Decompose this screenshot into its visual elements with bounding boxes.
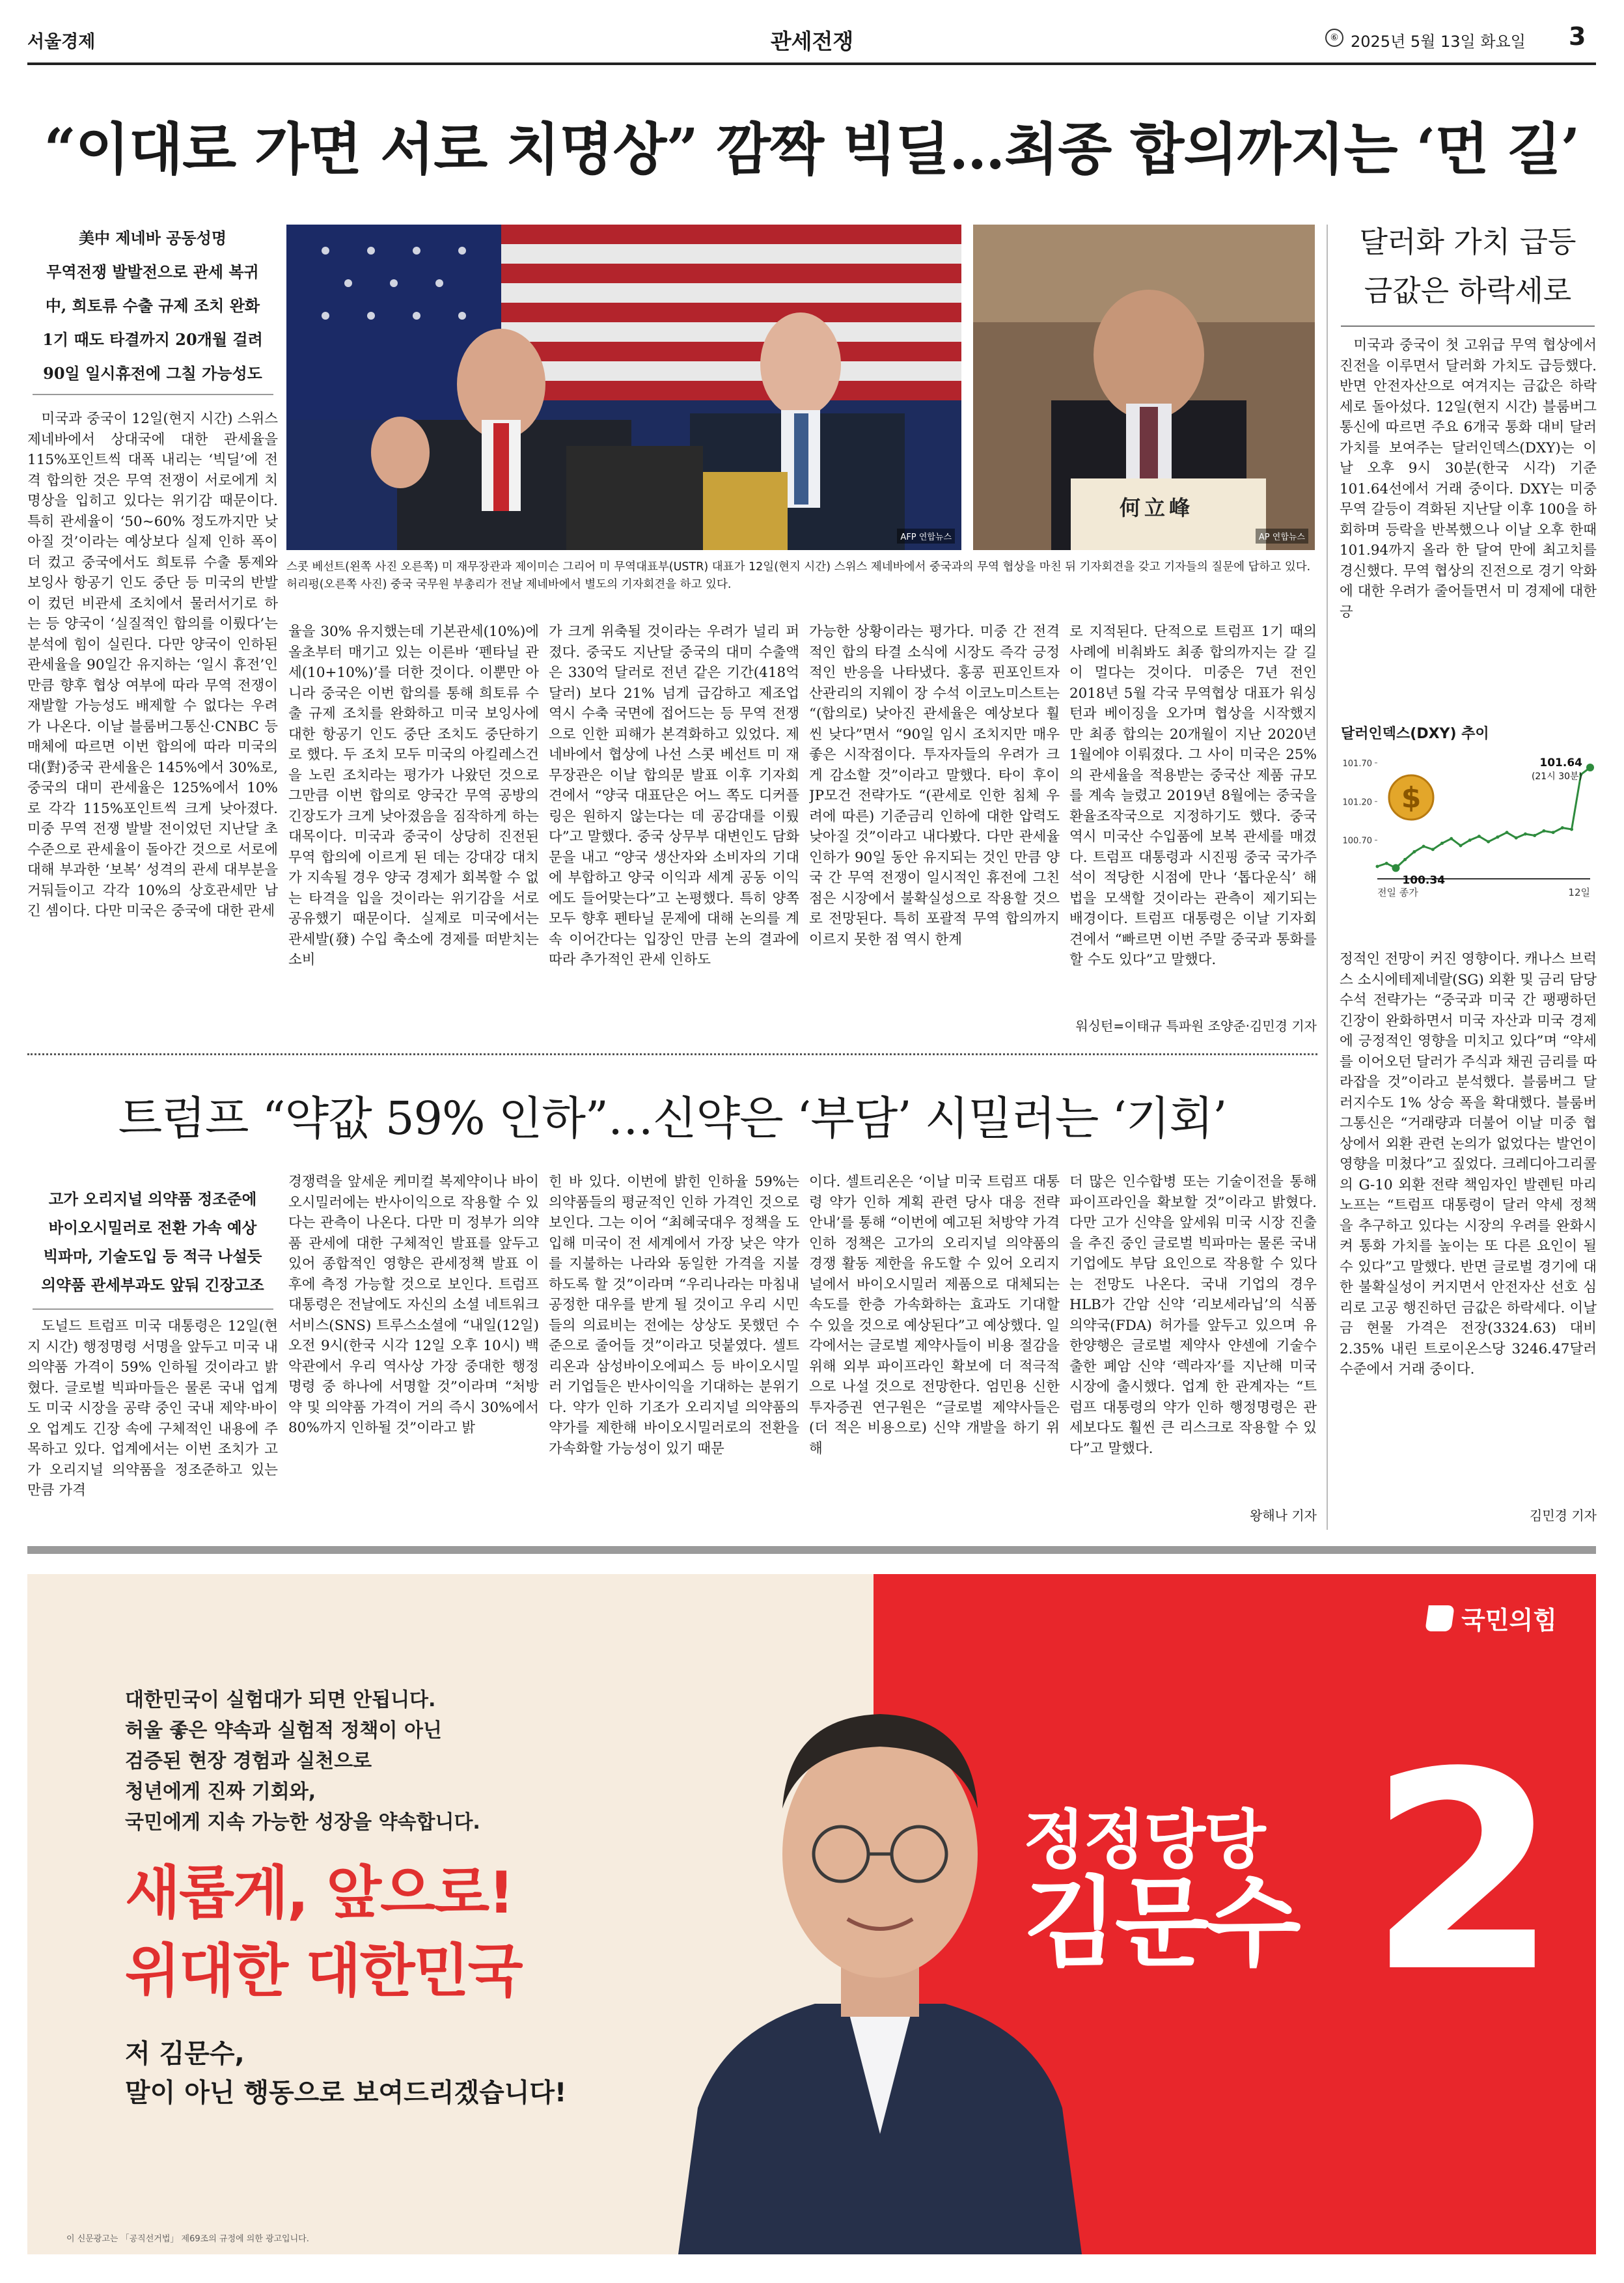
party-name: 국민의힘 bbox=[1461, 1606, 1557, 1635]
side-byline: 김민경 기자 bbox=[1530, 1508, 1597, 1523]
chart-point bbox=[1468, 838, 1472, 842]
chart-last-marker bbox=[1586, 764, 1594, 771]
main-column-2-text: 율을 30% 유지했는데 기본관세(10%)에 올초부터 매기고 있는 이른바 ‘펜타닐 관세(10+10%)’를 더한 것이다. 이뿐만 아니라 중국은 이번 합의를 통해 희토류 수출 규제 조치를 완화하고 미국 보잉사에 대한 항공기 인도 중단 조치도 중단하기로 했다. 두 조치 모두 미국의 아킬레스건을 노린 조치라는 평가가 나왔던 것으로 그만큼 이번 합의로 양국간 무역 공방의 긴장도가 크게 낮아졌음을 짐작하게 하는 대목이다. 미국과 중국이 상당히 진전된 무역 합의에 이르게 된 데는 강대강 대치가 지속될 경우 양국 경제가 회복할 수 없는 타격을 입을 것이라는 위기감을 서로 공유했기 때문이다. 실제로 미국에서는 관세발(發) 수입 축소에 경제를 떠받치는 소비 bbox=[288, 624, 539, 968]
side-body-top-text: 미국과 중국이 첫 고위급 무역 협상에서 진전을 이루면서 달러화 가치도 급등했다. 반면 안전자산으로 여겨지는 금값은 하락세로 돌아섰다. 12일(현지 시간) 블룸버그통신에 따르면 주요 6개국 통화 대비 달러 가치를 보여주는 달러인덱스(DXY)는 이날 오후 9시 30분(한국 시각) 기준 101.64선에서 거래 중이다. DXY는 미중 무역 갈등이 격화된 지난달 이후 100을 하회하며 등락을 반복했으나 이날 오후 한때 101.94까지 올라 한 달여 만에 최고치를 경신했다. 무역 협상의 진전으로 경기 악화에 대한 우려가 줄어들면서 미 경제에 대한 긍 bbox=[1340, 337, 1597, 620]
main-subhead-2: 中, 희토류 수출 규제 조치 완화 bbox=[45, 296, 260, 315]
masthead-rule bbox=[27, 62, 1596, 65]
chart-point bbox=[1450, 837, 1453, 840]
chart-point bbox=[1561, 826, 1564, 829]
second-column-5-text: 더 많은 인수합병 또는 기술이전을 통해 파이프라인을 확보할 것”이라고 밝혔다. 다만 고가 신약을 앞세워 미국 시장 진출을 추진 중인 글로벌 빅파마는 물론 국내 기업에도 부담 요인으로 작용할 수 있다는 전망도 나온다. 국내 기업의 경우 HLB가 간암 신약 ‘리보세라닙’의 식품의약국(FDA) 허가를 앞두고 있으며 유한양행은 글로벌 제약사 얀센에 기술수출한 폐암 신약 ‘렉라자’를 지난해 미국 시장에 출시했다. 업계 한 관계자는 “트럼프 대통령의 약가 인하 행정명령은 관세보다도 훨씬 큰 리스크로 작용할 수 있다”고 말했다. bbox=[1069, 1174, 1317, 1457]
second-byline: 왕해나 기자 bbox=[1250, 1508, 1317, 1523]
second-subhead-4: 의약품 관세부과도 앞둬 긴장고조 bbox=[41, 1276, 264, 1294]
photo-credit-right: AP 연합뉴스 bbox=[1256, 529, 1308, 544]
second-subhead-2: 바이오시밀러로 전환 가속 예상 bbox=[48, 1219, 257, 1237]
second-headline: 트럼프 “약값 59% 인하”…신약은 ‘부담’ 시밀러는 ‘기회’ bbox=[118, 1092, 1227, 1145]
chart-last-label: 101.64 bbox=[1539, 756, 1582, 769]
side-headline-1: 달러화 가치 급등 bbox=[1359, 225, 1576, 259]
chart-point bbox=[1533, 834, 1536, 837]
chart-point bbox=[1431, 848, 1435, 851]
second-column-1-text: 도널드 트럼프 미국 대통령은 12일(현지 시간) 행정명령 서명을 앞두고 미국 내 의약품 가격이 59% 인하될 것이라고 밝혔다. 글로벌 빅파마들은 물론 국내 업계도 미국 시장을 공략 중인 국내 제약·바이오 업계도 긴장 속에 구체적인 내용에 주목하고 있다. 업계에서는 이번 조치가 고가 오리지널 의약품을 정조준하고 있는 만큼 가격 bbox=[27, 1318, 278, 1499]
chart-point bbox=[1385, 862, 1388, 865]
nameplate: 何立峰 bbox=[1120, 495, 1194, 520]
story-separator bbox=[27, 1053, 1317, 1055]
chart-point bbox=[1412, 850, 1416, 853]
press-photo-he-lifeng bbox=[973, 225, 1315, 550]
masthead-date: 2025년 5월 13일 화요일 bbox=[1351, 33, 1526, 51]
candidate-name: 김문수 bbox=[1023, 1867, 1299, 1980]
second-subhead-3: 빅파마, 기술도입 등 적극 나설듯 bbox=[43, 1247, 262, 1266]
dxy-chart-title: 달러인덱스(DXY) 추이 bbox=[1341, 726, 1489, 742]
main-headline: “이대로 가면 서로 치명상” 깜짝 빅딜…최종 합의까지는 ‘먼 길’ bbox=[44, 117, 1580, 182]
press-photo-bessent-greer bbox=[286, 225, 961, 550]
second-subhead-divider bbox=[33, 1308, 273, 1310]
chart-point bbox=[1422, 845, 1425, 848]
main-column-4-text: 가능한 상황이라는 평가다. 미중 간 전격적인 합의 타결 소식에 시장도 즉각 긍정적인 반응을 나타냈다. 홍콩 핀포인트자산관리의 지웨이 장 수석 이코노미스트는 “(합의로) 낮아진 관세율은 예상보다 훨씬 낮다”면서 “90일 임시 조치지만 매우 좋은 시작점이다. 투자자들의 우려가 크게 감소할 것”이라고 말했다. 타이 후이 JP모건 전략가도 “(관세로 인한 침체 우려에 따른) 기준금리 인하에 대한 압력도 낮아질 것”이라고 내다봤다. 다만 관세율 인하가 90일 동안 유지되는 것인 만큼 양국 간 무역 전쟁이 일시적인 휴전에 그친 점은 시장에서 불확실성으로 작용할 것으로 전망된다. 특히 포괄적 무역 합의까지 이르지 못한 점 역시 한계 bbox=[809, 624, 1060, 948]
chart-point bbox=[1506, 831, 1509, 834]
campaign-advertisement bbox=[27, 1574, 1596, 2254]
party-logo bbox=[1427, 1600, 1557, 1636]
dollar-sign-icon: $ bbox=[1401, 781, 1422, 814]
main-column-5-text: 로 지적된다. 단적으로 트럼프 1기 때의 사례에 비춰봐도 최종 합의까지는 갈 길이 멀다는 것이다. 미중은 7년 전인 2018년 5월 각국 무역협상 대표가 워싱턴과 베이징을 오가며 협상을 시작했지만 최종 합의는 20개월이 지난 2020년 1월에야 이뤄졌다. 그 사이 미국은 25%의 관세율을 적용받는 중국산 제품 규모를 계속 늘렸고 2019년 8월에는 중국을 환율조작국으로 지정하기도 했다. 중국 역시 미국산 수입품에 보복 관세를 매겼다. 트럼프 대통령과 시진핑 중국 국가주석이 적당한 시점에 만나 ‘톱다운식’ 해법을 모색할 것이라는 관측이 제기되는 배경이다. 트럼프 대통령은 이날 기자회견에서 “빠르면 이번 주말 중국과 통화를 할 수도 있다”고 말했다. bbox=[1069, 624, 1317, 968]
second-subhead-1: 고가 오리지널 의약품 정조준에 bbox=[48, 1190, 257, 1208]
ad-intro bbox=[125, 1685, 678, 1838]
second-column-3 bbox=[549, 1172, 799, 1525]
chart-point bbox=[1487, 840, 1490, 844]
second-column-2-text: 경쟁력을 앞세운 케미컬 복제약이나 바이오시밀러에는 반사이익으로 작용할 수 있다는 관측이 나온다. 다만 미 정부가 의약품 관세에 대한 구체적인 발표를 앞두고 있어 종합적인 영향은 관세정책 발표 이후에 측정 가능할 것으로 보인다. 트럼프 대통령은 전날에도 자신의 소셜 네트워크서비스(SNS) 트루스소셜에 “내일(12일) 오전 9시(한국 시각 12일 오후 10시) 백악관에서 우리 역사상 가장 중대한 행정명령 중 하나에 서명할 것”이라며 “처방약 및 의약품 가격이 거의 즉시 30%에서 80%까지 인하될 것”이라고 밝 bbox=[288, 1174, 539, 1436]
main-column-5 bbox=[1069, 622, 1317, 1011]
second-column-4-text: 이다. 셀트리온은 ‘이날 미국 트럼프 대통령 약가 인하 계획 관련 당사 대응 전략 안내’를 통해 “이번에 예고된 처방약 가격 인하 정책은 고가의 오리지널 의약품의 경쟁 활동 제한을 유도할 수 있어 오리지널에서 바이오시밀러 제품으로 대체되는 속도를 한층 가속화하는 효과도 기대할 수 있을 것으로 예상된다”고 예상했다. 일각에서는 글로벌 제약사들이 비용 절감을 위해 외부 파이프라인 확보에 더 적극적으로 나설 것으로 전망한다. 엄민용 신한투자증권 연구원은 “글로벌 제약사들은 (더 적은 비용으로) 신약 개발을 하기 위해 bbox=[809, 1174, 1060, 1457]
chart-point bbox=[1524, 833, 1527, 836]
ad-closing-1: 저 김문수, bbox=[125, 2039, 245, 2069]
main-subhead-4: 90일 일시휴전에 그칠 가능성도 bbox=[43, 364, 262, 383]
photo-caption: 스콧 베선트(왼쪽 사진 오른쪽) 미 재무장관과 제이미슨 그리어 미 무역대표부(USTR) 대표가 12일(현지 시간) 스위스 제네바에서 중국과의 무역 협상을 마친 뒤 기자회견을 갖고 기자들의 질문에 답하고 있다. 허리펑(오른쪽 사진) 중국 국무원 부총리가 전날 제네바에서 별도의 기자회견을 하고 있다. bbox=[286, 560, 1311, 591]
chart-point bbox=[1478, 835, 1481, 838]
flag-backdrop-image bbox=[286, 225, 961, 550]
main-column-3-text: 가 크게 위축될 것이라는 우려가 널리 퍼졌다. 중국도 지난달 중국의 대미 수출액은 330억 달러로 전년 같은 기간(418억 달러) 보다 21% 넘게 급감하고 제조업 역시 수축 국면에 접어드는 등 무역 전쟁으로 인한 피해가 본격화하고 있었다. 제네바에서 협상에 나선 스콧 베선트 미 재무장관은 이날 합의문 발표 이후 기자회견에서 “양국 대표단은 어느 쪽도 디커플링은 원하지 않는다는 데 공감대를 이뤘다”고 말했다. 중국 상무부 대변인도 담화문을 내고 “양국 생산자와 소비자의 기대에 부합하고 양국 이익과 세계 공동 이익에도 들어맞는다”고 논평했다. 특히 양쪽 모두 향후 펜타닐 문제에 대해 논의를 계속 이어간다는 입장인 만큼 논의 결과에 따라 추가적인 관세 인하도 bbox=[549, 624, 799, 968]
chart-min-marker bbox=[1392, 864, 1399, 872]
chart-point bbox=[1542, 829, 1545, 833]
ad-tagline: 정정당당 bbox=[1023, 1803, 1265, 1877]
side-body-top bbox=[1340, 335, 1597, 703]
chart-last-note: (21시 30분) bbox=[1531, 771, 1582, 782]
chart-point bbox=[1515, 837, 1518, 840]
masthead-paper-name: 서울경제 bbox=[27, 32, 96, 52]
chart-y-tick-label: 101.20 bbox=[1342, 797, 1372, 808]
side-body-bottom-text: 정적인 전망이 커진 영향이다. 캐나스 브럭스 소시에테제네랄(SG) 외환 및 금리 담당 수석 전략가는 “중국과 미국 간 팽팽하던 긴장이 완화하면서 미국 자산과 미국 경제에 긍정적인 영향을 미치고 있다”며 “약세를 이어오던 달러가 주식과 채권 금리를 따라잡을 것”이라고 분석했다. 블룸버그 달러지수도 1% 상승 폭을 확대했다. 블룸버그통신은 “거래량과 더불어 이날 미중 협상에서 외환 관련 논의가 없었다는 발언이 영향을 미쳤다”고 짚었다. 크레디아그리콜의 G-10 외환 전략 책임자인 발렌틴 마리노프는 “트럼프 대통령이 달러 약세 정책을 추구하고 있다는 시장의 우려를 완화시켜 통화 가치를 높이는 또 다른 요인이 될 수 있다”고 말했다. 반면 글로벌 경기에 대한 불확실성이 커지면서 안전자산 선호 심리로 고공 행진하던 금값은 하락세다. 이날 금 현물 가격은 전장(3324.63) 대비 2.35% 내린 트로이온스당 3246.47달러 수준에서 거래 중이다. bbox=[1340, 951, 1597, 1377]
chart-y-tick-label: 100.70 bbox=[1342, 836, 1372, 846]
second-column-4 bbox=[809, 1172, 1060, 1525]
second-subhead-block bbox=[27, 1185, 278, 1299]
chart-point bbox=[1552, 831, 1555, 834]
chart-point bbox=[1459, 844, 1462, 847]
photo-credit-left: AFP 연합뉴스 bbox=[897, 529, 955, 544]
main-column-4 bbox=[809, 622, 1060, 1038]
main-column-1-text: 미국과 중국이 12일(현지 시간) 스위스 제네바에서 상대국에 대한 관세율을 115%포인트씩 대폭 내리는 ‘빅딜’에 전격 합의한 것은 무역 전쟁이 서로에게 치명상을 입히고 있다는 위기감 때문이다. 특히 관세율이 ‘50~60% 정도까지만 낮아질 것’이라는 예상보다 실제 인하 폭이 더 컸고 중국에서도 희토류 수출 통제와 보잉사 항공기 인도 중단 등 미국의 반발이 컸던 비관세 조치에서 물러서기로 하는 등 양국이 ‘실질적인 합의를 이뤘다’는 분석에 힘이 실린다. 다만 양국이 인하된 관세율을 90일간 유지하는 ‘일시 휴전’인 만큼 향후 협상 여부에 따라 무역 전쟁이 재발할 가능성도 배제할 수 없다는 우려가 나온다. 이날 블룸버그통신·CNBC 등 매체에 따르면 이번 합의에 따라 미국의 대(對)중국 관세율은 145%에서 30%로, 중국의 대미 관세율은 125%에서 10%로 각각 115%포인트씩 크게 낮아졌다. 미중 무역 전쟁 발발 전이었던 지난달 초 수준으로 관세율이 돌아간 것으로 서로에 대해 부과한 ‘보복’ 성격의 관세 대부분을 거둬들이고 각각 10%의 상호관세만 남긴 셈이다. 다만 미국은 중국에 대한 관세 bbox=[27, 411, 278, 919]
candidate-number: 2 bbox=[1368, 1714, 1559, 2032]
side-headline-2: 금값은 하락세로 bbox=[1364, 273, 1572, 308]
main-subhead-3: 1기 때도 타결까지 20개월 걸려 bbox=[42, 330, 263, 349]
ad-intro-line-5: 국민에게 지속 가능한 성장을 약속합니다. bbox=[125, 1811, 480, 1834]
chart-point bbox=[1570, 828, 1573, 831]
chart-point bbox=[1440, 842, 1444, 845]
second-column-3-text: 힌 바 있다. 이번에 밝힌 인하율 59%는 의약품들의 평균적인 인하 가격인 것으로 보인다. 그는 이어 “최혜국대우 정책을 도입해 미국이 전 세계에서 가장 낮은 약가를 지불하는 나라와 동일한 가격을 지불하도록 할 것”이라며 “우리나라는 마침내 공정한 대우를 받게 될 것이고 우리 시민들의 의료비는 전에는 상상도 못했던 수준으로 줄어들 것”이라고 덧붙였다. 셀트리온과 삼성바이오에피스 등 바이오시밀러 기업들은 반사이익을 기대하는 분위기다. 약가 인하 기조가 오리지널 의약품의 약가를 제한해 바이오시밀러로의 전환을 가속화할 가능성이 있기 때문 bbox=[549, 1174, 799, 1457]
chart-y-tick-label: 101.70 bbox=[1342, 758, 1372, 769]
subhead-divider bbox=[33, 394, 273, 395]
ad-intro-line-1: 대한민국이 실험대가 되면 안됩니다. bbox=[125, 1689, 436, 1711]
main-byline: 워싱턴=이태규 특파원 조양준·김민경 기자 bbox=[1075, 1018, 1317, 1034]
chart-point bbox=[1376, 865, 1379, 868]
masthead-section: 관세전쟁 bbox=[770, 29, 854, 54]
ad-fine-print: 이 신문광고는 「공직선거법」 제69조의 규정에 의한 광고입니다. bbox=[66, 2234, 309, 2244]
side-headline-rule bbox=[1341, 325, 1595, 327]
chart-point bbox=[1496, 835, 1499, 838]
ad-slogan-1: 새롭게, 앞으로! bbox=[125, 1859, 514, 1926]
ad-intro-line-4: 청년에게 진짜 기회와, bbox=[125, 1780, 316, 1803]
chart-min-label: 100.34 bbox=[1402, 874, 1446, 887]
party-logo-icon bbox=[1425, 1605, 1455, 1631]
side-body-bottom bbox=[1340, 949, 1597, 1529]
chart-x-tick-label: 12일 bbox=[1568, 887, 1590, 898]
main-subhead-1: 무역전쟁 발발전으로 관세 복귀 bbox=[46, 262, 259, 281]
main-column-3 bbox=[549, 622, 799, 1038]
main-subhead-block bbox=[27, 221, 278, 391]
second-column-2 bbox=[288, 1172, 539, 1525]
chart-point bbox=[1403, 858, 1407, 861]
second-column-5 bbox=[1069, 1172, 1317, 1501]
ad-closing-2: 말이 아닌 행동으로 보여드리겠습니다! bbox=[125, 2078, 567, 2108]
ad-intro-line-2: 허울 좋은 약속과 실험적 정책이 아닌 bbox=[125, 1719, 442, 1742]
main-column-1 bbox=[27, 409, 278, 1037]
chart-x-tick-label: 전일 종가 bbox=[1377, 887, 1418, 898]
page-symbol-icon: ⑥ bbox=[1325, 29, 1343, 47]
ad-intro-line-3: 검증된 현장 경험과 실천으로 bbox=[125, 1750, 372, 1773]
ad-top-rule bbox=[27, 1546, 1596, 1554]
dxy-chart bbox=[1340, 742, 1597, 918]
main-column-2 bbox=[288, 622, 539, 1038]
side-column-rule bbox=[1327, 225, 1328, 1530]
main-kicker: 美中 제네바 공동성명 bbox=[79, 228, 227, 247]
page-number: 3 bbox=[1569, 22, 1586, 51]
second-column-1 bbox=[27, 1316, 278, 1525]
ad-slogan-2: 위대한 대한민국 bbox=[125, 1937, 522, 2004]
